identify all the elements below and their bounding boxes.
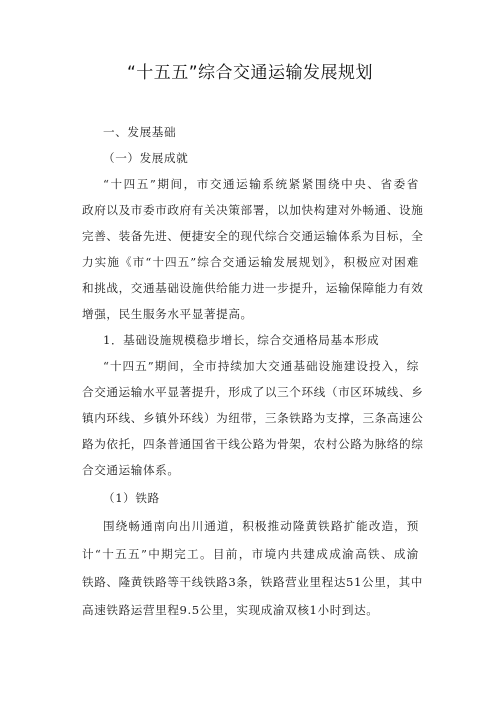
subsection-heading: （1）铁路 <box>103 491 160 505</box>
paragraph-line: 政府以及市委市政府有关决策部署，以加快构建对外畅通、设施 <box>82 203 424 217</box>
paragraph-line: 和挑战，交通基础设施供给能力进一步提升，运输保障能力有效 <box>82 281 424 295</box>
paragraph-line: “十四五”期间，市交通运输系统紧紧围绕中央、省委省 <box>103 177 419 191</box>
paragraph-line: 镇内环线、乡镇外环线）为纽带，三条铁路为支撑，三条高速公 <box>82 411 424 425</box>
paragraph-line: 路为依托，四条普通国省干线公路为骨架，农村公路为脉络的综 <box>82 437 424 451</box>
paragraph-line: 铁路、隆黄铁路等干线铁路3条，铁路营业里程达51公里，其中 <box>82 575 423 589</box>
paragraph-line: 围绕畅通南向出川通道，积极推动隆黄铁路扩能改造，预 <box>103 519 419 533</box>
paragraph-line: 力实施《市“十四五”综合交通运输发展规划》，积极应对困难 <box>82 255 419 269</box>
subsection-heading: （一）发展成就 <box>103 151 189 165</box>
paragraph-line: 计“十五五”中期完工。目前，市境内共建成成渝高铁、成渝 <box>82 547 419 561</box>
paragraph-line: 增强，民生服务水平显著提高。 <box>82 307 253 321</box>
subsection-heading: 1．基础设施规模稳步增长，综合交通格局基本形成 <box>103 333 380 347</box>
paragraph-line: 完善、装备先进、便捷安全的现代综合交通运输体系为目标，全 <box>82 229 424 243</box>
paragraph-line: “十四五”期间，全市持续加大交通基础设施建设投入，综 <box>103 359 419 373</box>
section-heading: 一、发展基础 <box>103 125 177 139</box>
document-title: “十五五”综合交通运输发展规划 <box>126 63 374 83</box>
paragraph-line: 高速铁路运营里程9.5公里，实现成渝双核1小时到达。 <box>82 603 379 617</box>
paragraph-line: 合交通运输水平显著提升，形成了以三个环线（市区环城线、乡 <box>82 385 424 399</box>
paragraph-line: 合交通运输体系。 <box>82 463 180 477</box>
